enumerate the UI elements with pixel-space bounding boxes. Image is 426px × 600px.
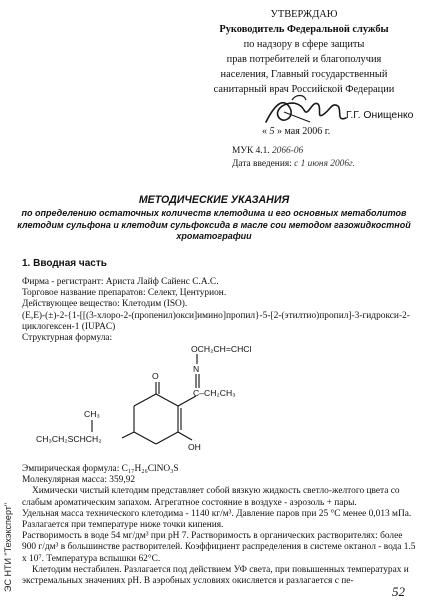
approval-heading: УТВЕРЖДАЮ — [270, 9, 338, 20]
active-substance-line: Действующее вещество: Клетодим (ISO). — [22, 299, 188, 310]
sidebar-watermark: ЭС НТИ "Техэксперт" — [3, 502, 13, 592]
approval-line-1: Руководитель Федеральной службы — [219, 24, 389, 35]
empirical-formula: Эмпирическая формула: C₁₇H₂₆ClNO₃S — [22, 464, 179, 474]
approval-surname: Г.Г. Онищенко — [346, 110, 414, 121]
document-title-block — [12, 194, 416, 243]
approval-line-4: населения, Главный государственный — [220, 69, 388, 80]
date-month-year: мая 2006 г. — [284, 126, 331, 137]
approval-block — [188, 7, 420, 97]
methyl-label: CH₃ — [84, 409, 100, 419]
hydroxyl-label: OH — [188, 442, 201, 452]
structural-formula — [28, 344, 288, 464]
muk-number-label: МУК 4.1. — [232, 146, 270, 156]
nitrogen-label: N — [193, 364, 200, 374]
density-paragraph: Удельная масса технического клетодима - 1140 кг/м³. Давление паров при 25 °С менее 0,013 мПа. Разлагается при температуре ниже точки кипения. — [22, 508, 412, 531]
date-quote-close: » — [277, 126, 282, 137]
stability-paragraph: Клетодим нестабилен. Разлагается под действием УФ света, при повышенных температурах и экстремальных значениях pH. В аэробных условиях окисляется и разлагается с пе- — [22, 564, 409, 587]
intro-text — [22, 277, 414, 344]
molar-mass: Молекулярная масса: 359,92 — [22, 475, 136, 486]
trade-name-line: Торговое название препаратов: Селект, Центурион. — [22, 288, 227, 299]
section-heading: 1. Вводная часть — [22, 258, 107, 269]
intro-date-handwritten: с 1 июня 2006г. — [294, 159, 355, 169]
document-title: МЕТОДИЧЕСКИЕ УКАЗАНИЯ — [138, 194, 290, 206]
propyl-label: C–CH₂CH₃ — [193, 388, 236, 398]
approval-line-2: по надзору в сфере защиты — [243, 39, 365, 50]
page-number: 52 — [392, 584, 405, 599]
date-quote-open: « — [262, 126, 267, 137]
intro-date-label: Дата введения: — [232, 159, 292, 169]
solubility-paragraph: Растворимость в воде 54 мг/дм³ при pH 7. Растворимость в органических растворителях: более 900 г/дм³ в большинстве растворителей. Коэффициент распределения в системе октанол - вода 1.5 х 10⁷. Температура вспышки 62°С. — [22, 531, 416, 564]
cyclohexene-ring — [92, 354, 199, 444]
iupac-name: (E,E)-(±)-2-{1-[[(3-хлоро-2-(пропенил)окси]имино]пропил}-5-[2-(этилтио)пропил]-3-гидрокси-2-циклогексен-1 (IUPAC) — [22, 310, 410, 332]
muk-number-handwritten: 2066-06 — [271, 146, 304, 156]
firm-line: Фирма - регистрант: Ариста Лайф Сайенс С.А.С. — [22, 277, 219, 287]
properties-text — [22, 464, 416, 587]
approval-line-3: прав потребителей и благополучия — [226, 54, 382, 65]
approval-date — [262, 126, 330, 137]
signature-scribble-icon — [262, 92, 350, 130]
muk-block — [232, 145, 355, 171]
ethylthio-side-chain-label: CH₃CH₂SCHCH₂ — [36, 434, 102, 444]
date-day: 5 — [269, 126, 275, 137]
structure-label: Структурная формула: — [22, 333, 113, 344]
approval-line-5: санитарный врач Российской Федерации — [213, 84, 395, 95]
carbonyl-oxygen-label: O — [152, 371, 159, 381]
document-subtitle: по определению остаточных количеств клетодима и его основных метаболитов клетодим сульфона и клетодим сульфоксида в масле сои методом газожидкостной хроматографии — [17, 208, 411, 241]
oxime-chain-label: OCH₂CH=CHCl — [191, 344, 252, 354]
appearance-paragraph: Химически чистый клетодим представляет собой вязкую жидкость светло-желтого цвета со слабым ароматическим запахом. Агрегатное состояние в воздухе - аэрозоль + пары. — [22, 486, 400, 508]
